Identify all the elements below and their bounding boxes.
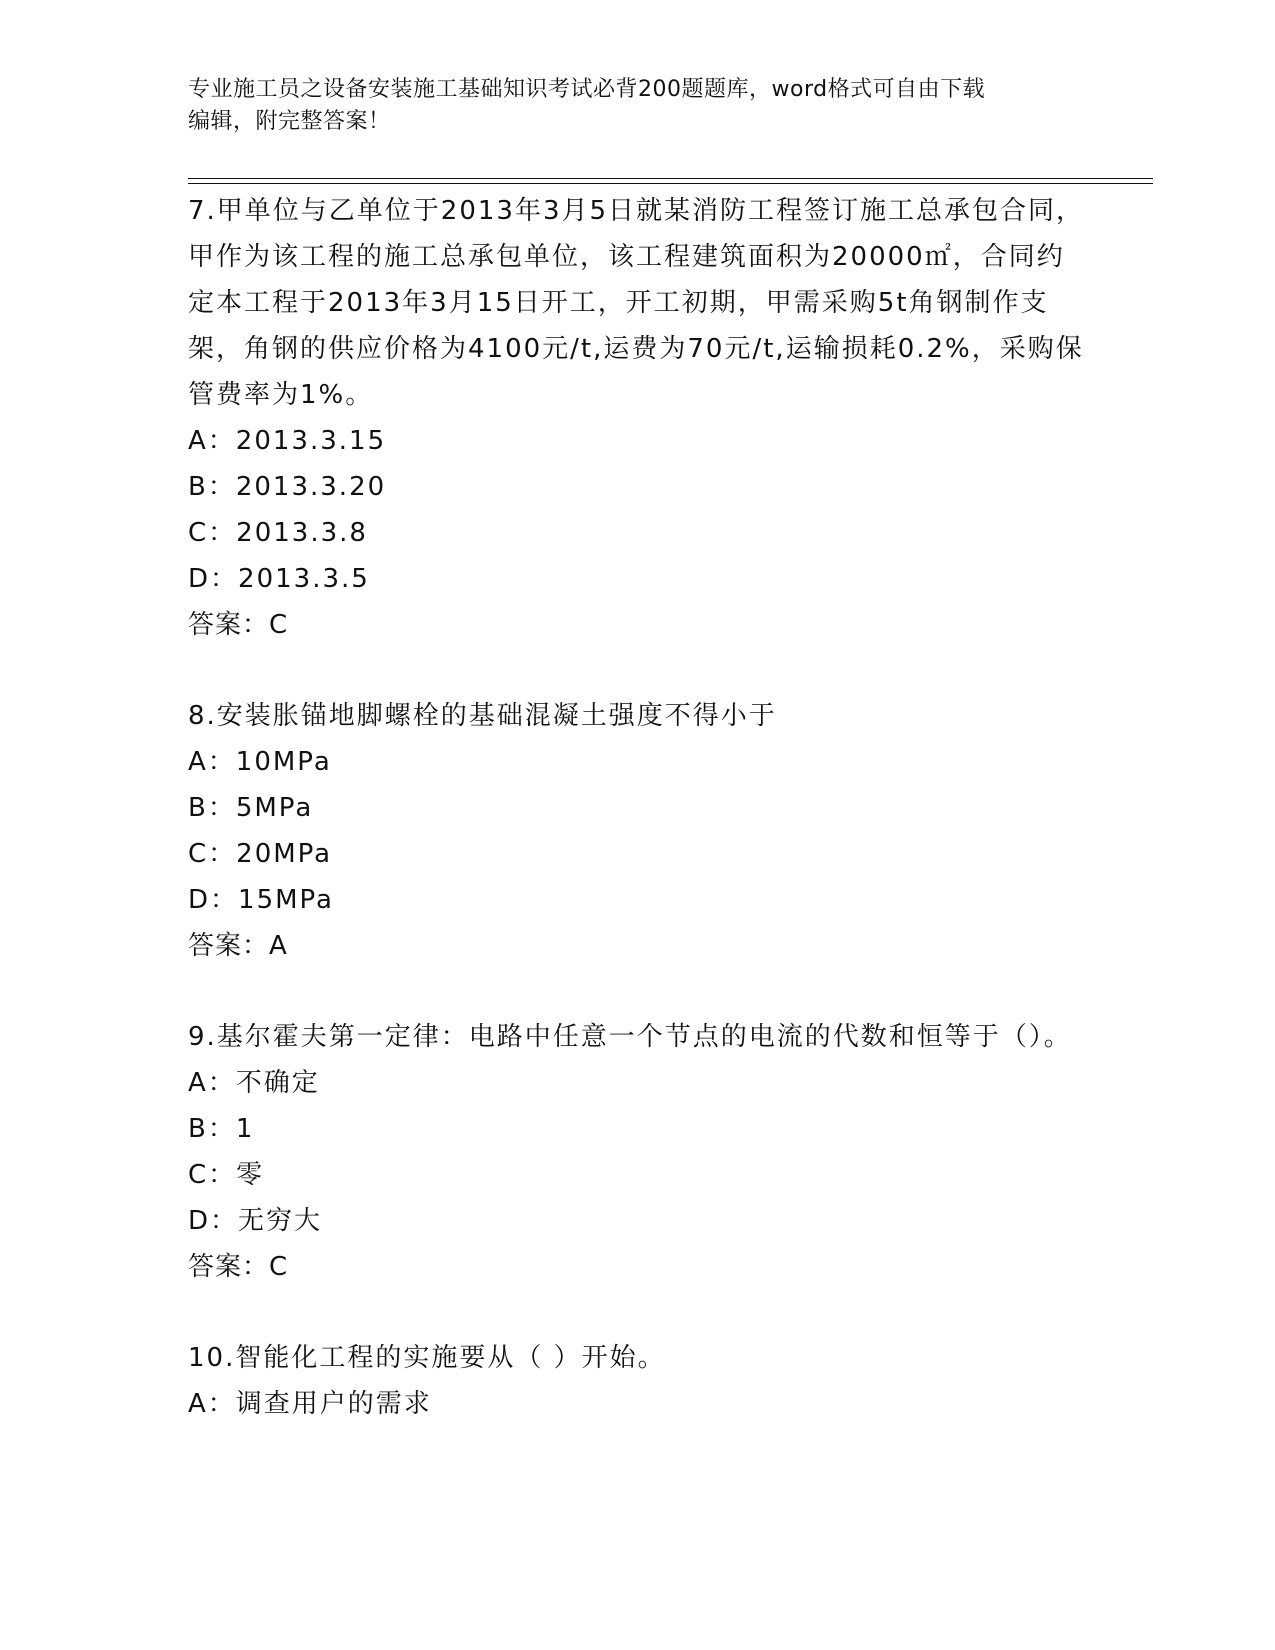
question-stem: 10.智能化工程的实施要从（ ）开始。	[188, 1343, 666, 1373]
option-c: C：20MPa	[188, 839, 333, 869]
document-header	[188, 74, 1088, 138]
header-title-line-2: 编辑，附完整答案！	[188, 109, 391, 134]
option-a: A：不确定	[188, 1068, 320, 1098]
option-d: D：2013.3.5	[188, 564, 370, 594]
question-7	[188, 188, 1088, 648]
answer: 答案：C	[188, 610, 289, 640]
option-a: A：调查用户的需求	[188, 1389, 432, 1419]
question-8	[188, 693, 1088, 969]
option-c: C：2013.3.8	[188, 518, 368, 548]
option-a: A：10MPa	[188, 747, 332, 777]
question-stem: 8.安装胀锚地脚螺栓的基础混凝土强度不得小于	[188, 701, 777, 731]
option-d: D：无穷大	[188, 1206, 323, 1236]
option-d: D：15MPa	[188, 885, 334, 915]
answer: 答案：C	[188, 1252, 289, 1282]
option-b: B：2013.3.20	[188, 472, 387, 502]
option-a: A：2013.3.15	[188, 426, 387, 456]
option-b: B：5MPa	[188, 793, 314, 823]
header-title-line-1: 专业施工员之设备安装施工基础知识考试必背200题题库，word格式可自由下载	[188, 77, 986, 102]
answer: 答案：A	[188, 931, 288, 961]
question-10	[188, 1335, 1088, 1427]
option-b: B：1	[188, 1114, 255, 1144]
question-stem: 7.甲单位与乙单位于2013年3月5日就某消防工程签订施工总承包合同，甲作为该工程的施工总承包单位，该工程建筑面积为20000㎡，合同约定本工程于2013年3月15日开工，开工初期，甲需采购5t角钢制作支架，角钢的供应价格为4100元/t,运费为70元/t,运输损耗0.2%，采购保管费率为1%。	[188, 196, 1085, 410]
question-9	[188, 1014, 1088, 1290]
question-list	[188, 188, 1088, 1427]
header-divider-bottom	[188, 183, 1153, 184]
question-stem: 9.基尔霍夫第一定律：电路中任意一个节点的电流的代数和恒等于（）。	[188, 1022, 1072, 1052]
header-divider-top	[188, 178, 1153, 179]
option-c: C：零	[188, 1160, 265, 1190]
